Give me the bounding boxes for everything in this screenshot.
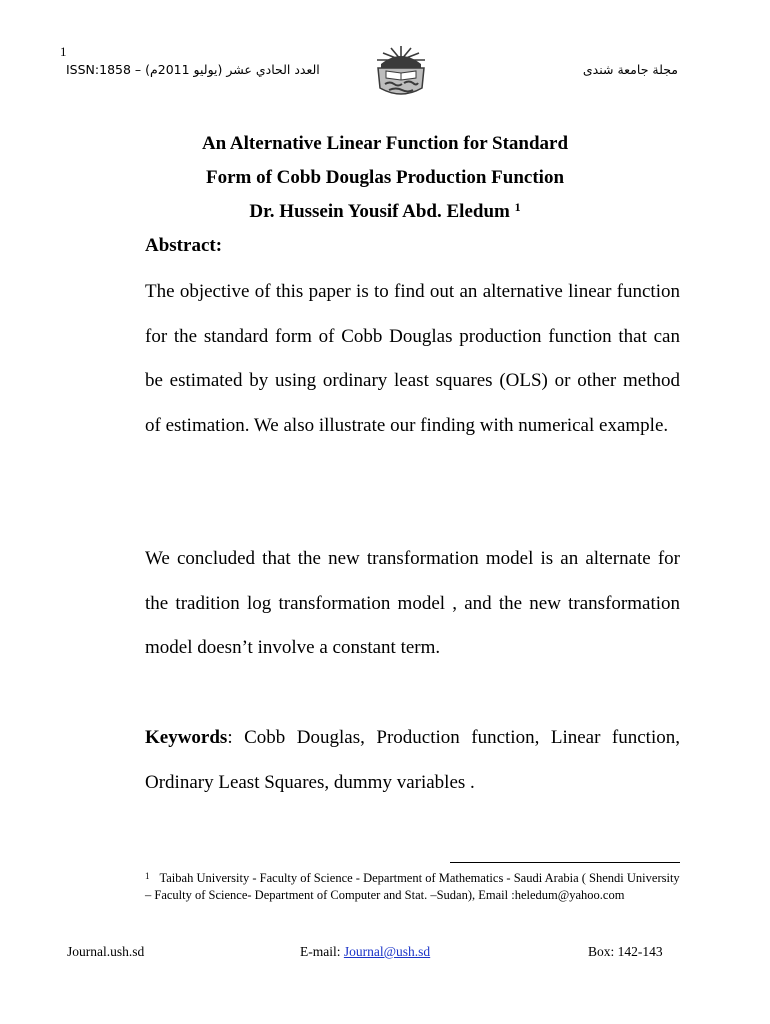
keywords-text: : Cobb Douglas, Production function, Linear function, Ordinary Least Squares, dummy variables . [145,727,680,793]
footer-email-link[interactable]: Journal@ush.sd [343,944,431,959]
author-line [0,201,770,223]
footnote-mark: 1 [145,871,150,881]
abstract-paragraph-1: The objective of this paper is to find out an alternative linear function for the standard form of Cobb Douglas production function that can be estimated by using ordinary least squares (OLS) or other method of estimation. We also illustrate our finding with numerical example. [145,281,680,436]
paper-title-line-2: Form of Cobb Douglas Production Function [205,167,565,188]
footer-box: Box: 142-143 [588,944,663,959]
footer-email-label: E-mail: [300,944,344,959]
abstract-paragraph-2: We concluded that the new transformation model is an alternate for the tradition log transformation model , and the new transformation model doesn’t involve a constant term. [145,548,680,659]
footnote [145,870,680,903]
header-issn-issue: ISSN:1858 – العدد الحادي عشر (يوليو 2011م) [66,62,320,77]
author-name: Dr. Hussein Yousif Abd. Eledum [249,201,510,222]
keywords-paragraph [145,716,680,805]
author-footnote-mark: 1 [514,200,521,214]
footnote-text: Taibah University - Faculty of Science - Department of Mathematics - Saudi Arabia ( Shendi University – Faculty of Science- Department of Computer and Stat. –Sudan), Email :heledum@yahoo.com [145,871,680,902]
footer-journal-site: Journal.ush.sd [67,944,145,959]
header-journal-name: مجلة جامعة شندى [582,62,678,77]
abstract-heading: Abstract: [145,235,223,256]
university-logo [372,44,430,100]
page-number: 1 [60,44,67,59]
paper-title-line-1: An Alternative Linear Function for Standard [201,133,569,154]
footnote-divider [450,862,680,863]
keywords-label: Keywords [145,727,228,748]
footer-email [300,944,430,960]
